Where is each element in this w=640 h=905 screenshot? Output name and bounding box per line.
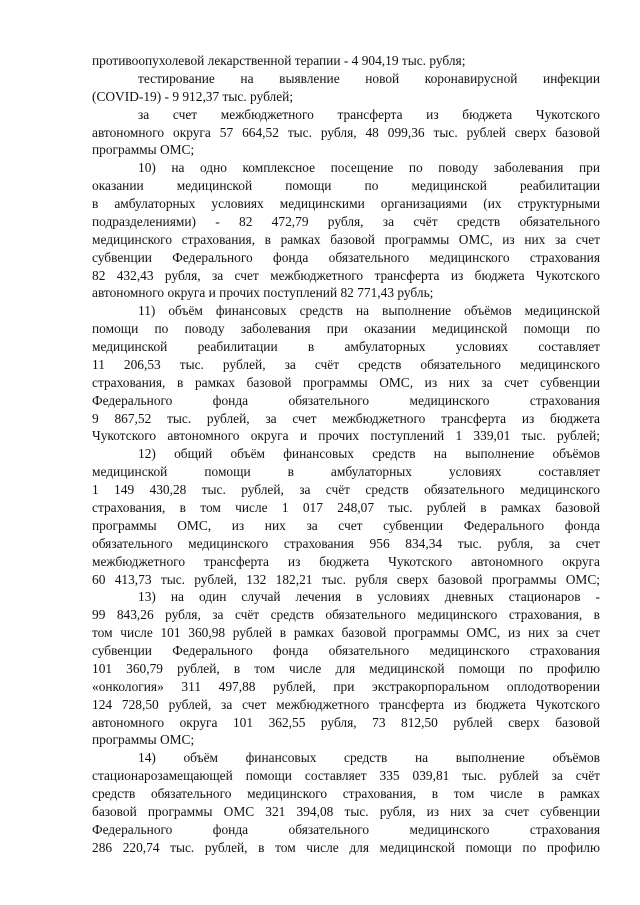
- document-line: обязательного медицинского страхования 956 834,34 тыс. рубля, за счет: [92, 535, 600, 551]
- document-line: автономного округа 101 362,55 рубля, 73 812,50 рублей сверх базовой: [92, 714, 600, 730]
- document-line: медицинского страхования, в рамках базовой программы ОМС, из них за счет: [92, 231, 600, 247]
- document-line: медицинской помощи в амбулаторных условиях составляет: [92, 464, 600, 480]
- document-line: 11) объём финансовых средств на выполнение объёмов медицинской: [138, 303, 600, 319]
- document-line: Федерального фонда обязательного медицинского страхования: [92, 821, 600, 837]
- document-line: 1 149 430,28 тыс. рублей, за счёт средств обязательного медицинского: [92, 482, 600, 498]
- document-line: 101 360,79 рублей, в том числе для медицинской помощи по профилю: [92, 660, 600, 676]
- document-line: 82 432,43 рубля, за счет межбюджетного трансферта из бюджета Чукотского: [92, 267, 600, 283]
- document-line: 12) общий объём финансовых средств на выполнение объёмов: [138, 446, 600, 462]
- document-line: программы ОМС;: [92, 732, 195, 748]
- document-line: оказании медицинской помощи по медицинской реабилитации: [92, 178, 600, 194]
- document-line: противоопухолевой лекарственной терапии - 4 904,19 тыс. рубля;: [92, 53, 466, 68]
- document-line: (COVID-19) - 9 912,37 тыс. рублей;: [92, 88, 294, 104]
- document-line: страхования, в том числе 1 017 248,07 тыс. рублей в рамках базовой: [92, 500, 600, 515]
- document-line: программы ОМС;: [92, 142, 195, 158]
- document-line: средств обязательного медицинского страхования, в том числе в рамках: [92, 786, 600, 802]
- document-line: подразделениями) - 82 472,79 рубля, за счёт средств обязательного: [92, 213, 600, 229]
- document-line: медицинской реабилитации в амбулаторных условиях составляет: [92, 339, 600, 355]
- document-line: 9 867,52 тыс. рублей, за счет межбюджетного трансферта из бюджета: [92, 410, 600, 426]
- document-line: страхования, в рамках базовой программы ОМС, из них за счет субвенции: [92, 374, 600, 390]
- document-line: автономного округа 57 664,52 тыс. рубля, 48 099,36 тыс. рублей сверх базовой: [92, 124, 600, 140]
- document-line: программы ОМС, из них за счет субвенции Федерального фонда: [92, 517, 600, 533]
- document-line: базовой программы ОМС 321 394,08 тыс. рубля, из них за счет субвенции: [92, 803, 600, 819]
- document-line: Федерального фонда обязательного медицинского страхования: [92, 392, 600, 408]
- document-line: помощи по поводу заболевания при оказании медицинской помощи по: [92, 321, 600, 337]
- document-line: том числе 101 360,98 рублей в рамках базовой программы ОМС, из них за счет: [92, 625, 600, 641]
- document-line: автономного округа и прочих поступлений 82 771,43 рубль;: [92, 285, 434, 301]
- document-line: тестирование на выявление новой коронавирусной инфекции: [138, 70, 600, 86]
- document-line: «онкология» 311 497,88 рублей, при экстракорпоральном оплодотворении: [92, 678, 600, 694]
- document-line: стационарозамещающей помощи составляет 335 039,81 тыс. рублей за счёт: [92, 768, 600, 784]
- document-line: 286 220,74 тыс. рублей, в том числе для медицинской помощи по профилю: [92, 839, 600, 855]
- document-line: за счет межбюджетного трансферта из бюджета Чукотского: [138, 106, 600, 122]
- document-line: 99 843,26 рубля, за счёт средств обязательного медицинского страхования, в: [92, 607, 600, 623]
- document-line: субвенции Федерального фонда обязательного медицинского страхования: [92, 249, 600, 265]
- document-line: 10) на одно комплексное посещение по поводу заболевания при: [138, 160, 600, 176]
- document-line: Чукотского автономного округа и прочих поступлений 1 339,01 тыс. рублей;: [92, 428, 600, 444]
- document-line: 13) на один случай лечения в условиях дневных стационаров -: [138, 589, 600, 605]
- document-line: 60 413,73 тыс. рублей, 132 182,21 тыс. рубля сверх базовой программы ОМС;: [92, 571, 600, 587]
- document-line: межбюджетного трансферта из бюджета Чукотского автономного округа: [92, 553, 600, 569]
- document-line: в амбулаторных условиях медицинскими организациями (их структурными: [92, 196, 600, 212]
- document-line: 14) объём финансовых средств на выполнение объёмов: [138, 750, 600, 766]
- document-line: субвенции Федерального фонда обязательного медицинского страхования: [92, 643, 600, 659]
- document-line: 124 728,50 рублей, за счет межбюджетного трансферта из бюджета Чукотского: [92, 696, 600, 712]
- document-line: 11 206,53 тыс. рублей, за счёт средств обязательного медицинского: [92, 356, 600, 372]
